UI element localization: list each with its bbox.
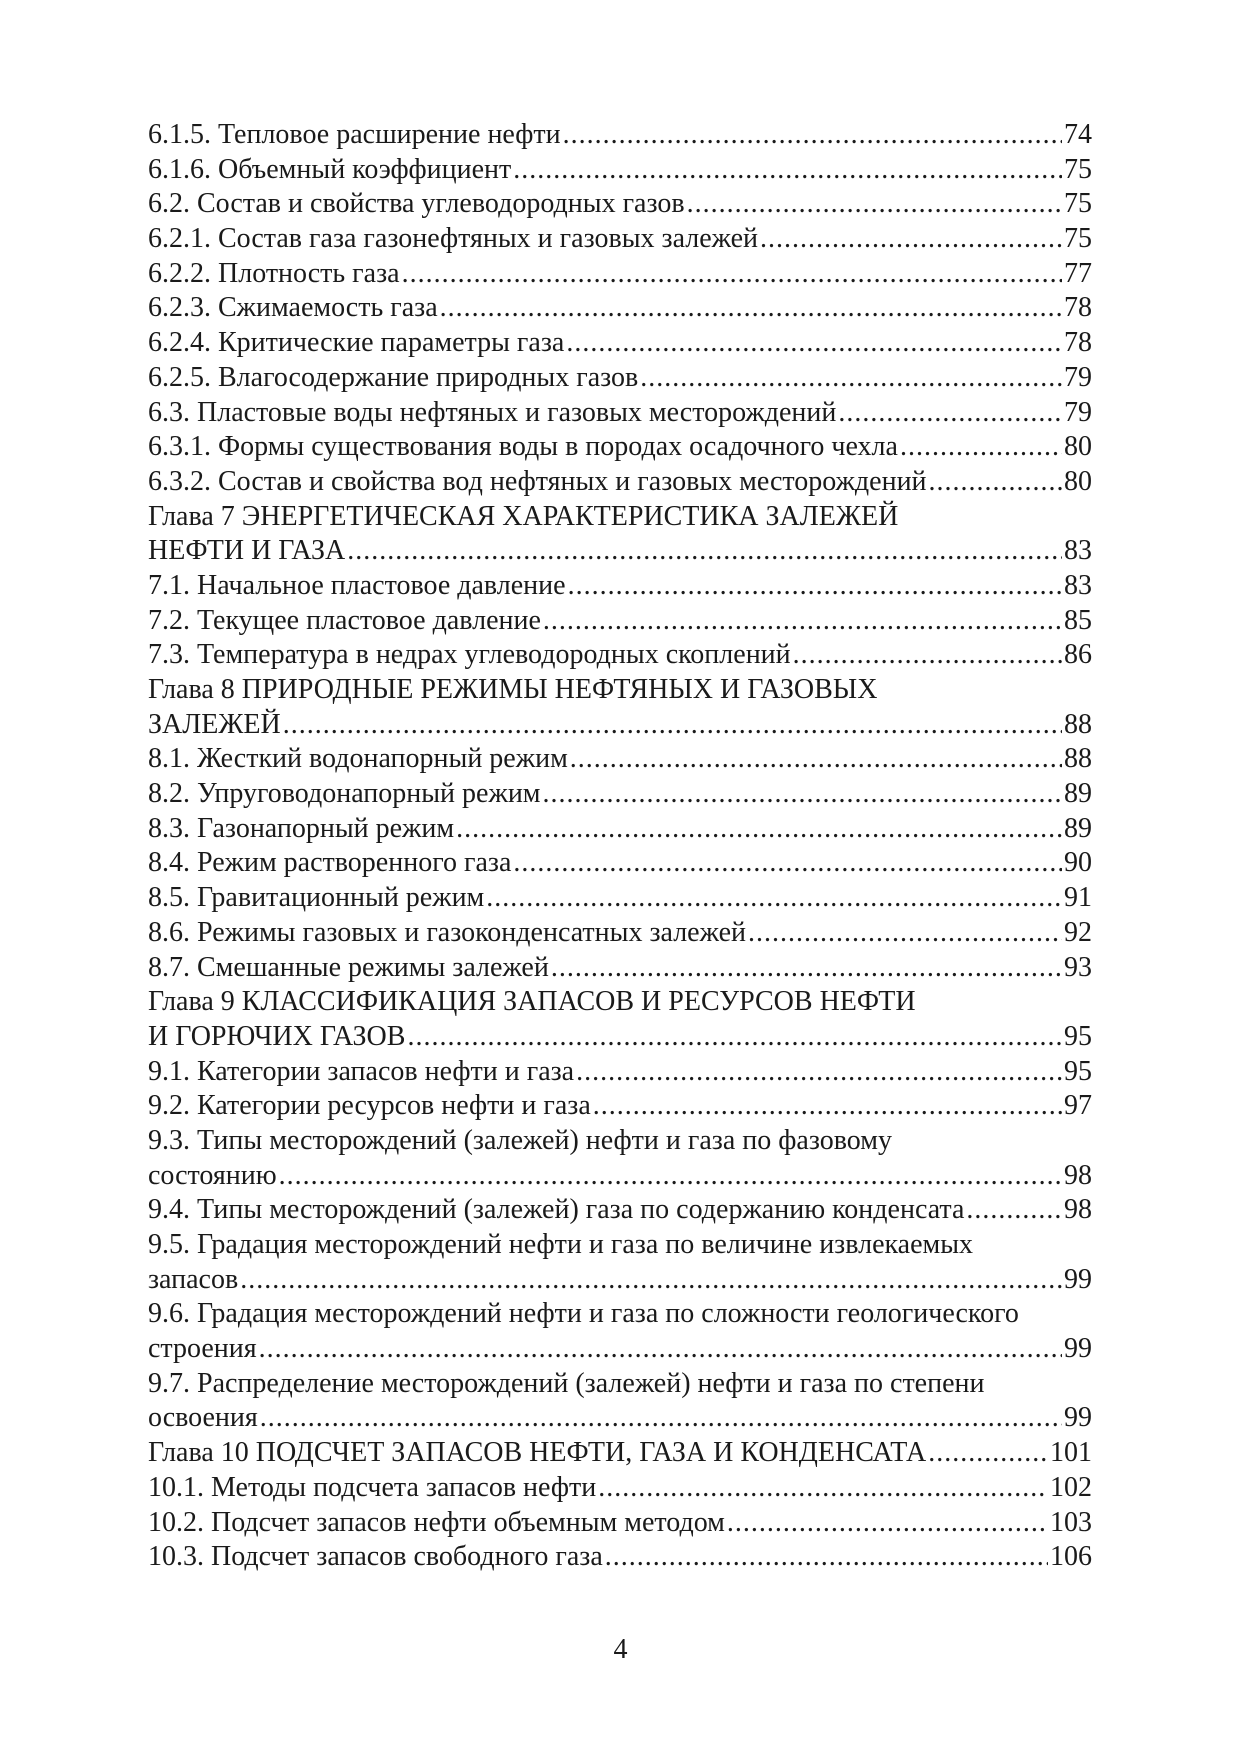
toc-entry[interactable] (148, 291, 1092, 326)
toc-entry[interactable] (148, 742, 1092, 777)
dot-leader (598, 1471, 1048, 1506)
toc-entry-page-number: 83 (1064, 569, 1092, 601)
toc-entry-title: 9.1. Категории запасов нефти и газа (148, 1055, 575, 1087)
toc-entry[interactable] (148, 985, 1092, 1054)
toc-entry[interactable] (148, 396, 1092, 431)
toc-entry-title: 6.2.2. Плотность газа (148, 257, 400, 289)
toc-entry-title: ЗАЛЕЖЕЙ (148, 708, 281, 740)
toc-entry-title: НЕФТИ И ГАЗА (148, 535, 346, 567)
toc-entry[interactable] (148, 846, 1092, 881)
toc-entry[interactable] (148, 1506, 1092, 1541)
toc-entry[interactable] (148, 326, 1092, 361)
toc-entry[interactable] (148, 1228, 1092, 1297)
toc-entry[interactable] (148, 638, 1092, 673)
toc-entry-line (148, 1506, 1092, 1541)
toc-entry[interactable] (148, 118, 1092, 153)
toc-entry-title: 8.7. Смешанные режимы залежей (148, 951, 549, 983)
toc-entry-title: 6.3.2. Состав и свойства вод нефтяных и газовых месторождений (148, 465, 927, 497)
toc-entry-line (148, 569, 1092, 604)
toc-entry-line (148, 257, 1092, 292)
toc-entry-title: 8.2. Упруговодонапорный режим (148, 778, 541, 810)
dot-leader (440, 291, 1062, 326)
toc-entry-line (148, 1020, 1092, 1055)
toc-entry-page-number: 90 (1064, 847, 1092, 879)
toc-entry-line (148, 118, 1092, 153)
toc-entry-page-number: 86 (1064, 639, 1092, 671)
page-number: 4 (613, 1634, 628, 1665)
toc-entry[interactable] (148, 1089, 1092, 1124)
toc-entry-line (148, 1332, 1092, 1367)
toc-entry[interactable] (148, 1193, 1092, 1228)
toc-entry-page-number: 78 (1064, 292, 1092, 324)
dot-leader (240, 1263, 1062, 1298)
toc-entry[interactable] (148, 222, 1092, 257)
toc-entry-page-number: 79 (1064, 396, 1092, 428)
toc-entry-page-number: 102 (1050, 1471, 1092, 1503)
toc-entry-title: И ГОРЮЧИХ ГАЗОВ (148, 1020, 406, 1052)
dot-leader (570, 742, 1062, 777)
toc-entry-line (148, 881, 1092, 916)
toc-entry[interactable] (148, 361, 1092, 396)
toc-entry-page-number: 97 (1064, 1090, 1092, 1122)
dot-leader (551, 951, 1062, 986)
toc-entry-page-number: 85 (1064, 604, 1092, 636)
toc-entry-title: 8.3. Газонапорный режим (148, 812, 455, 844)
toc-entry[interactable] (148, 500, 1092, 569)
dot-leader (513, 846, 1062, 881)
toc-entry-line (148, 1089, 1092, 1124)
toc-entry-line (148, 534, 1092, 569)
toc-entry-line (148, 153, 1092, 188)
toc-entry[interactable] (148, 1540, 1092, 1575)
toc-entry-title: 8.4. Режим растворенного газа (148, 847, 512, 879)
toc-entry-title: 8.5. Гравитационный режим (148, 882, 485, 914)
toc-entry[interactable] (148, 1367, 1092, 1436)
dot-leader (563, 118, 1062, 153)
toc-entry-title: 6.2.3. Сжимаемость газа (148, 292, 438, 324)
dot-leader (407, 1020, 1062, 1055)
toc-entry-page-number: 99 (1064, 1333, 1092, 1365)
toc-entry-title: Глава 10 ПОДСЧЕТ ЗАПАСОВ НЕФТИ, ГАЗА И КОНДЕНСАТА (148, 1437, 927, 1469)
toc-entry-page-number: 88 (1064, 708, 1092, 740)
toc-entry-line (148, 1401, 1092, 1436)
toc-entry-title: 10.2. Подсчет запасов нефти объемным методом (148, 1506, 725, 1538)
dot-leader (283, 708, 1062, 743)
toc-entry[interactable] (148, 881, 1092, 916)
toc-entry-page-number: 99 (1064, 1402, 1092, 1434)
toc-entry-line (148, 187, 1092, 222)
toc-entry-title: запасов (148, 1263, 239, 1295)
toc-entry-page-number: 75 (1064, 223, 1092, 255)
toc-entry[interactable] (148, 1124, 1092, 1193)
toc-entry-page-number: 78 (1064, 327, 1092, 359)
toc-entry-line (148, 1159, 1092, 1194)
toc-entry-line (148, 1263, 1092, 1298)
dot-leader (576, 1055, 1062, 1090)
toc-entry[interactable] (148, 1436, 1092, 1471)
toc-entry-page-number: 99 (1064, 1263, 1092, 1295)
toc-entry[interactable] (148, 777, 1092, 812)
dot-leader (966, 1193, 1062, 1228)
toc-entry-line (148, 638, 1092, 673)
toc-entry[interactable] (148, 153, 1092, 188)
toc-entry[interactable] (148, 1055, 1092, 1090)
dot-leader (279, 1159, 1062, 1194)
dot-leader (260, 1401, 1062, 1436)
toc-entry-line (148, 604, 1092, 639)
dot-leader (568, 569, 1062, 604)
dot-leader (640, 361, 1062, 396)
dot-leader (687, 187, 1062, 222)
toc-entry[interactable] (148, 430, 1092, 465)
toc-entry-title: 7.2. Текущее пластовое давление (148, 604, 541, 636)
toc-entry-line (148, 1540, 1092, 1575)
toc-entry-line (148, 812, 1092, 847)
dot-leader (727, 1506, 1048, 1541)
toc-entry-page-number: 83 (1064, 535, 1092, 567)
toc-entry-page-number: 88 (1064, 743, 1092, 775)
toc-entry[interactable] (148, 604, 1092, 639)
toc-entry-title: 6.2.1. Состав газа газонефтяных и газовых залежей (148, 223, 759, 255)
toc-entry-page-number: 80 (1064, 431, 1092, 463)
toc-entry[interactable] (148, 465, 1092, 500)
toc-entry-page-number: 92 (1064, 916, 1092, 948)
dot-leader (593, 1089, 1062, 1124)
dot-leader (543, 604, 1062, 639)
toc-entry[interactable] (148, 1297, 1092, 1366)
dot-leader (900, 430, 1062, 465)
toc-entry-line (148, 1471, 1092, 1506)
toc-entry[interactable] (148, 673, 1092, 742)
toc-entry-title: состоянию (148, 1159, 277, 1191)
toc-entry-title: 6.3.1. Формы существования воды в породах осадочного чехла (148, 431, 898, 463)
toc-entry-page-number: 75 (1064, 188, 1092, 220)
toc-entry-title: 7.1. Начальное пластовое давление (148, 569, 566, 601)
toc-entry-line (148, 846, 1092, 881)
dot-leader (456, 812, 1062, 847)
toc-entry-title: 6.3. Пластовые воды нефтяных и газовых месторождений (148, 396, 837, 428)
toc-entry-page-number: 95 (1064, 1055, 1092, 1087)
toc-entry-line (148, 291, 1092, 326)
toc-entry-title-first-line: 9.5. Градация месторождений нефти и газа по величине извлекаемых (148, 1229, 974, 1260)
toc-entry-line (148, 1055, 1092, 1090)
toc-entry-title: строения (148, 1333, 257, 1365)
toc-entry-title: 6.2.4. Критические параметры газа (148, 327, 565, 359)
toc-entry-title: 6.1.6. Объемный коэффициент (148, 153, 512, 185)
toc-entry-title-first-line: 9.7. Распределение месторождений (залежей) нефти и газа по степени (148, 1367, 985, 1399)
toc-entry[interactable] (148, 916, 1092, 951)
toc-entry-title: 10.3. Подсчет запасов свободного газа (148, 1541, 603, 1573)
toc-entry[interactable] (148, 569, 1092, 604)
dot-leader (402, 257, 1062, 292)
toc-entry-line (148, 777, 1092, 812)
toc-entry-title-first-line: Глава 8 ПРИРОДНЫЕ РЕЖИМЫ НЕФТЯНЫХ И ГАЗОВЫХ (148, 674, 878, 705)
toc-entry-page-number: 93 (1064, 951, 1092, 983)
toc-entry-title-first-line: Глава 9 КЛАССИФИКАЦИЯ ЗАПАСОВ И РЕСУРСОВ НЕФТИ (148, 986, 916, 1018)
toc-entry[interactable] (148, 951, 1092, 986)
toc-entry-line (148, 1193, 1092, 1228)
toc-entry-line (148, 396, 1092, 431)
toc-entry-title: 7.3. Температура в недрах углеводородных скоплений (148, 639, 791, 671)
toc-entry[interactable] (148, 257, 1092, 292)
toc-entry-title: 10.1. Методы подсчета запасов нефти (148, 1471, 597, 1503)
toc-entry[interactable] (148, 1471, 1092, 1506)
dot-leader (543, 777, 1062, 812)
toc-entry-title: 6.2.5. Влагосодержание природных газов (148, 361, 639, 393)
dot-leader (838, 396, 1062, 431)
toc-entry-line (148, 361, 1092, 396)
toc-entry-title: 6.1.5. Тепловое расширение нефти (148, 119, 561, 150)
dot-leader (347, 534, 1062, 569)
toc-entry-line (148, 1436, 1092, 1471)
toc-entry-page-number: 74 (1064, 119, 1092, 150)
toc-entry-page-number: 77 (1064, 257, 1092, 289)
toc-entry-page-number: 103 (1050, 1506, 1092, 1538)
table-of-contents (148, 118, 1092, 1575)
toc-entry-title: 9.2. Категории ресурсов нефти и газа (148, 1090, 591, 1122)
toc-entry-title-first-line: Глава 7 ЭНЕРГЕТИЧЕСКАЯ ХАРАКТЕРИСТИКА ЗАЛЕЖЕЙ (148, 500, 899, 532)
toc-entry-page-number: 79 (1064, 361, 1092, 393)
toc-entry-page-number: 89 (1064, 778, 1092, 810)
toc-entry-line (148, 430, 1092, 465)
toc-entry-title: 9.4. Типы месторождений (залежей) газа по содержанию конденсата (148, 1194, 965, 1226)
toc-entry-line (148, 326, 1092, 361)
toc-entry-page-number: 106 (1050, 1541, 1092, 1573)
toc-entry-page-number: 80 (1064, 465, 1092, 497)
toc-entry-title: освоения (148, 1402, 258, 1434)
toc-entry-line (148, 708, 1092, 743)
toc-entry-page-number: 98 (1064, 1159, 1092, 1191)
toc-entry-page-number: 91 (1064, 882, 1092, 914)
toc-entry[interactable] (148, 812, 1092, 847)
dot-leader (929, 465, 1062, 500)
dot-leader (748, 916, 1062, 951)
toc-entry-page-number: 101 (1050, 1437, 1092, 1469)
dot-leader (566, 326, 1062, 361)
dot-leader (793, 638, 1062, 673)
dot-leader (513, 153, 1062, 188)
toc-entry-line (148, 465, 1092, 500)
toc-entry-page-number: 75 (1064, 153, 1092, 185)
toc-entry-line (148, 916, 1092, 951)
toc-entry-title-first-line: 9.6. Градация месторождений нефти и газа по сложности геологического (148, 1298, 1019, 1330)
toc-entry-page-number: 95 (1064, 1020, 1092, 1052)
toc-entry-title: 8.1. Жесткий водонапорный режим (148, 743, 568, 775)
toc-entry-line (148, 742, 1092, 777)
toc-entry-title: 6.2. Состав и свойства углеводородных газов (148, 188, 685, 220)
dot-leader (605, 1540, 1048, 1575)
dot-leader (928, 1436, 1048, 1471)
toc-entry-page-number: 89 (1064, 812, 1092, 844)
toc-entry-line (148, 951, 1092, 986)
toc-entry-page-number: 98 (1064, 1194, 1092, 1226)
dot-leader (259, 1332, 1062, 1367)
toc-entry-line (148, 222, 1092, 257)
toc-entry-title: 8.6. Режимы газовых и газоконденсатных залежей (148, 916, 746, 948)
toc-entry[interactable] (148, 187, 1092, 222)
toc-entry-title-first-line: 9.3. Типы месторождений (залежей) нефти и газа по фазовому (148, 1124, 892, 1156)
dot-leader (760, 222, 1062, 257)
dot-leader (486, 881, 1062, 916)
